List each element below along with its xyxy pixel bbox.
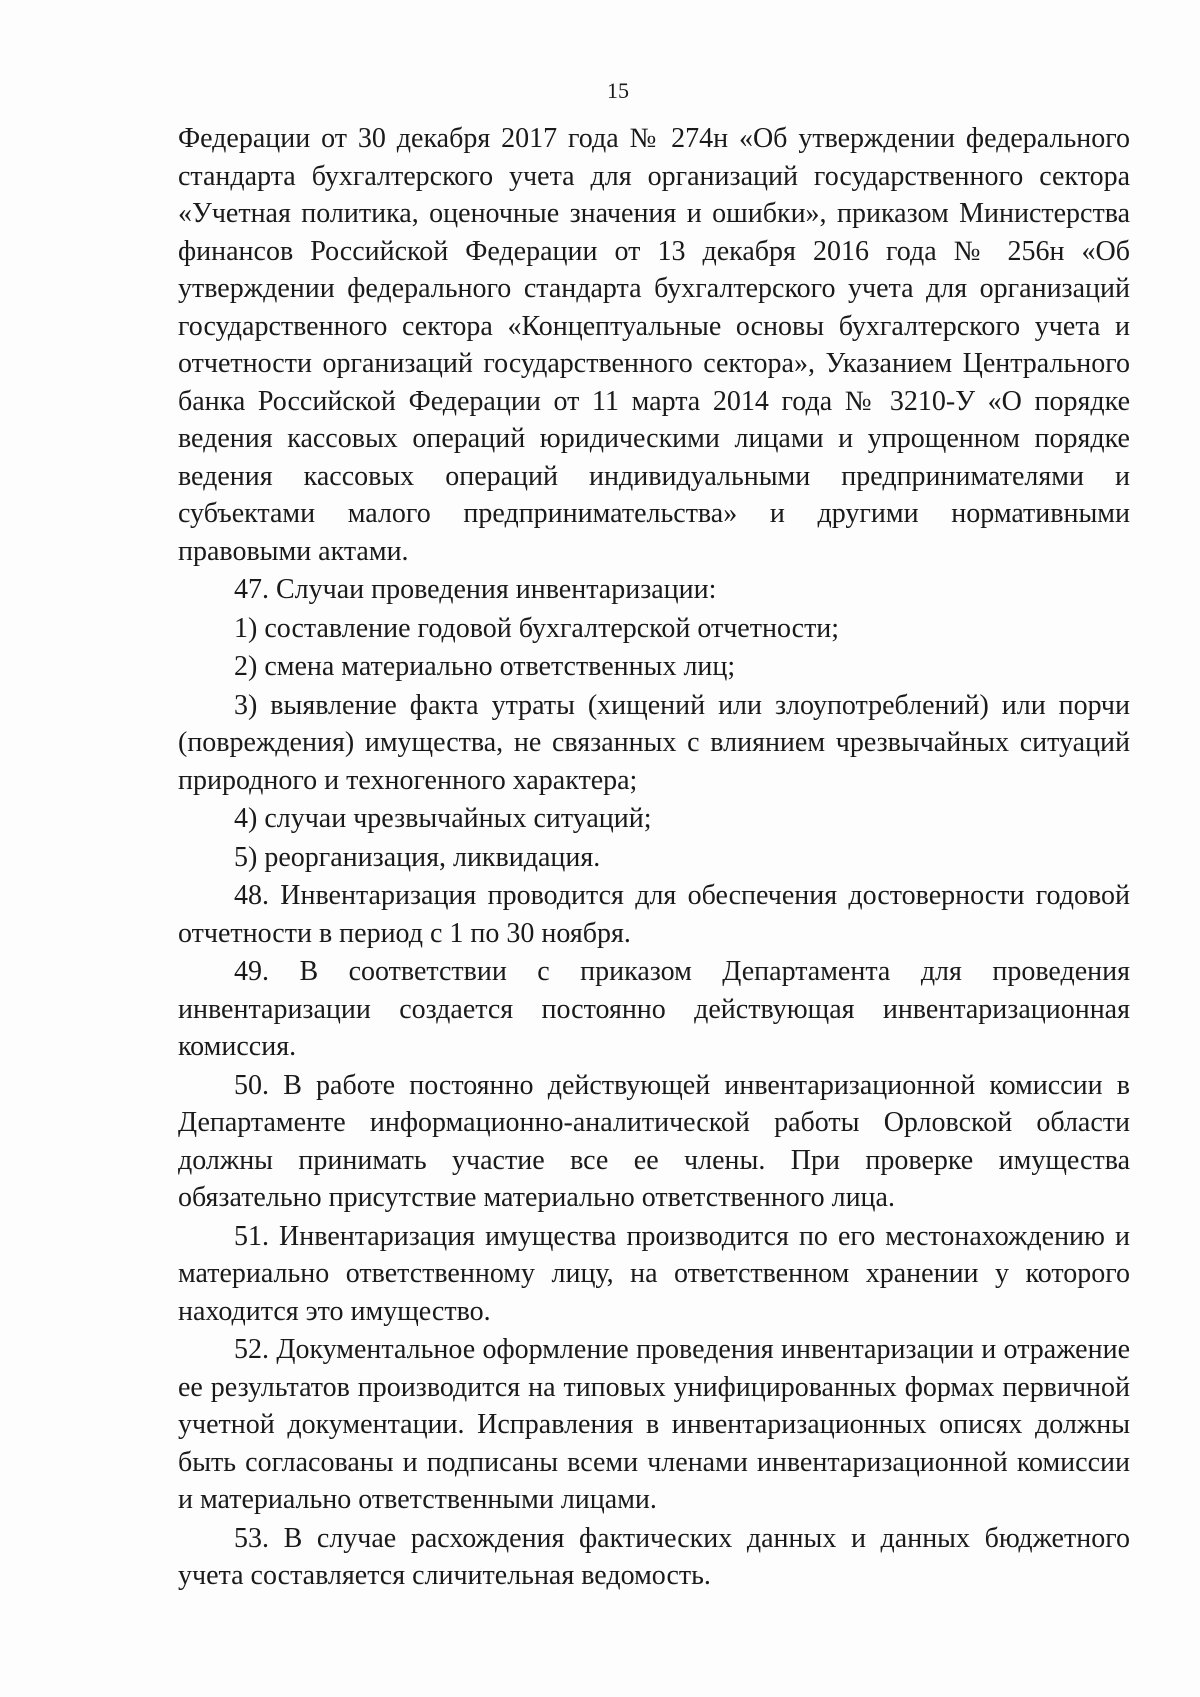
list-item-1: 1) составление годовой бухгалтерской отчетности; (234, 612, 840, 644)
paragraph-47: 47. Случаи проведения инвентаризации: (234, 574, 717, 605)
paragraph-48: 48. Инвентаризация проводится для обеспечения достоверности годовой отчетности в период с 1 по 30 ноября. (178, 880, 1130, 949)
list-item-4: 4) случаи чрезвычайных ситуаций; (234, 803, 652, 834)
paragraph-52: 52. Документальное оформление проведения инвентаризации и отражение ее результатов производится на типовых унифицированных формах первичной учетной документации. Исправления в инвентаризационных описях должны быть согласованы и подписаны всеми членами инвентаризационной комиссии и материально ответственными лицами. (178, 1334, 1130, 1515)
list-item-2: 2) смена материально ответственных лиц; (234, 651, 736, 682)
paragraph-53: 53. В случае расхождения фактических данных и данных бюджетного учета составляется сличительная ведомость. (178, 1522, 1130, 1591)
paragraph-continuation: Федерации от 30 декабря 2017 года № 274н «Об утверждении федерального стандарта бухгалтерского учета для организаций государственного сектора «Учетная политика, оценочные значения и ошибки», приказом Министерства финансов Российской Федерации от 13 декабря 2016 года № 256н «Об утверждении федерального стандарта бухгалтерского учета для организаций государственного сектора «Концептуальные основы бухгалтерского учета и отчетности организаций государственного сектора», Указанием Центрального банка Российской Федерации от 11 марта 2014 года № 3210-У «О порядке ведения кассовых операций юридическими лицами и упрощенном порядке ведения кассовых операций индивидуальными предпринимателями и субъектами малого предпринимательства» и другими нормативными правовыми актами. (178, 123, 1130, 567)
list-item-5: 5) реорганизация, ликвидация. (234, 841, 601, 873)
paragraph-50: 50. В работе постоянно действующей инвентаризационной комиссии в Департаменте информационно-аналитической работы Орловской области должны принимать участие все ее члены. При проверке имущества обязательно присутствие материально ответственного лица. (178, 1069, 1130, 1213)
paragraph-49: 49. В соответствии с приказом Департамента для проведения инвентаризации создается постоянно действующая инвентаризационная комиссия. (178, 956, 1130, 1062)
document-body (178, 120, 1130, 1595)
list-item-3: 3) выявление факта утраты (хищений или злоупотреблений) или порчи (повреждения) имущества, не связанных с влиянием чрезвычайных ситуаций природного и техногенного характера; (178, 689, 1130, 796)
page-number: 15 (607, 78, 629, 103)
paragraph-51: 51. Инвентаризация имущества производится по его местонахождению и материально ответственному лицу, на ответственном хранении у которого находится это имущество. (178, 1220, 1130, 1327)
